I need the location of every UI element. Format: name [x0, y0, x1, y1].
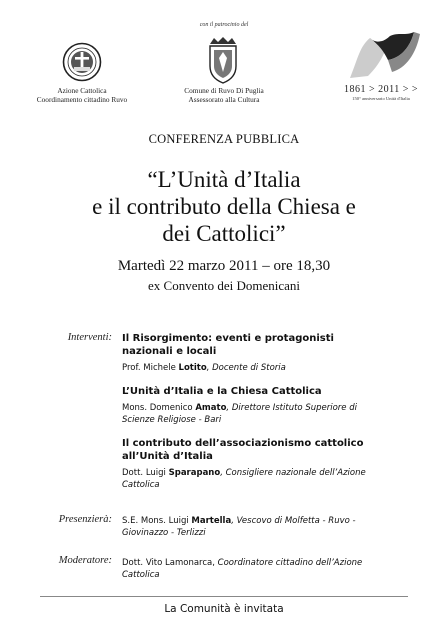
speaker-name: Sparapano [168, 468, 221, 478]
footer-invitation: La Comunità è invitata [164, 603, 284, 615]
speaker-prefix: Prof. Michele [122, 363, 179, 373]
speaker-role: , Docente di Storia [206, 363, 286, 373]
patronage-label: con il patrocinio del [199, 22, 249, 28]
azione-cattolica-logo [62, 42, 102, 82]
talk-item [122, 385, 384, 426]
moderatore-person [122, 557, 384, 581]
speaker-role: , Direttore Istituto Superiore di Scienze Religiose - Bari [122, 403, 357, 425]
moderatore-label: Moderatore: [58, 555, 112, 566]
title-line-1: “L’Unità d’Italia [147, 167, 301, 192]
guest-prefix: S.E. Mons. Luigi [122, 516, 192, 526]
guest-name: Martella [191, 516, 232, 526]
mid-org-line2: Assessorato alla Cultura [188, 95, 260, 104]
speaker-role: , Consigliere nazionale dell’Azione Cattolica [122, 468, 366, 490]
event-date: Martedì 22 marzo 2011 – ore 18,30 [117, 258, 331, 274]
guest-role: , Vescovo di Molfetta - Ruvo - Giovinazzo - Terlizzi [122, 516, 356, 538]
comune-caption [172, 86, 276, 104]
talk-item [122, 437, 384, 491]
moderator-role: Coordinatore cittadino dell’Azione Cattolica [122, 558, 363, 580]
left-org-line2: Coordinamento cittadino Ruvo [36, 95, 128, 104]
talk-title: L’Unità d’Italia e la Chiesa Cattolica [122, 386, 322, 397]
talks-list [122, 332, 384, 502]
event-venue: ex Convento dei Domenicani [148, 278, 300, 293]
anniversary-years: 1861 > 2011 > > [343, 84, 419, 95]
title-line-2: e il contributo della Chiesa e [92, 194, 356, 219]
ruvo-coat-of-arms [204, 36, 242, 84]
tricolore-flag [340, 28, 422, 84]
talk-speaker [122, 402, 384, 426]
presenziera-label: Presenzierà: [58, 514, 112, 525]
speaker-name: Amato [195, 403, 227, 413]
talk-title: Il Risorgimento: eventi e protagonisti nazionali e locali [122, 333, 334, 357]
moderator-prefix: Dott. Vito Lamonarca, [122, 558, 218, 568]
footer-divider [40, 596, 408, 597]
presenziera-guest [122, 515, 384, 539]
azione-cattolica-caption [30, 86, 134, 104]
mid-org-line1: Comune di Ruvo Di Puglia [184, 86, 264, 95]
speaker-name: Lotito [178, 363, 207, 373]
speaker-prefix: Mons. Domenico [122, 403, 196, 413]
left-org-line1: Azione Cattolica [57, 86, 107, 95]
event-type: CONFERENZA PUBBLICA [148, 132, 300, 146]
title-line-3: dei Cattolici” [162, 221, 286, 246]
talk-title: Il contributo dell’associazionismo cattolico all’Unità d’Italia [122, 438, 364, 462]
anniversary-subtitle: 150° anniversario Unità d'Italia [352, 96, 410, 101]
talk-speaker [122, 362, 384, 374]
talk-item [122, 332, 384, 374]
talk-speaker [122, 467, 384, 491]
speaker-prefix: Dott. Luigi [122, 468, 169, 478]
event-title [0, 166, 448, 247]
interventi-label: Interventi: [67, 332, 112, 343]
